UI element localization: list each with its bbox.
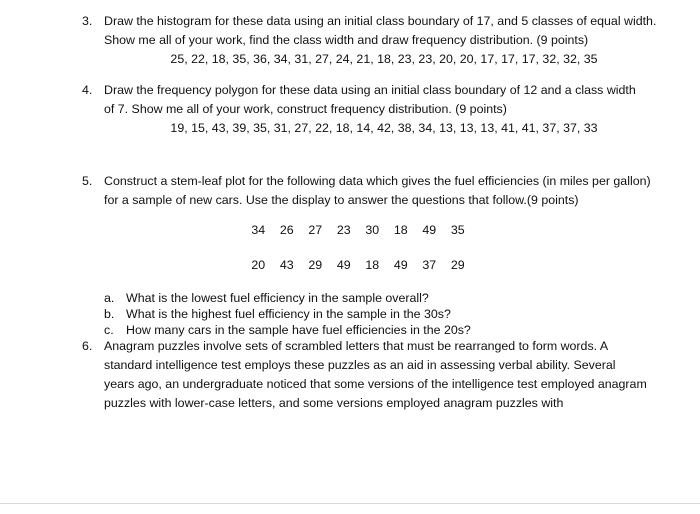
question-4-number: 4. — [82, 83, 93, 97]
fuel-value: 49 — [336, 258, 351, 272]
sub-letter: b. — [104, 307, 115, 321]
question-3-data: 25, 22, 18, 35, 36, 34, 31, 27, 24, 21, 18, 23, 23, 20, 20, 17, 17, 17, 32, 32, 35 — [170, 52, 598, 66]
fuel-value: 18 — [393, 223, 408, 237]
fuel-value: 20 — [251, 258, 266, 272]
sub-text: How many cars in the sample have fuel efficiencies in the 20s? — [126, 323, 471, 337]
fuel-value: 27 — [308, 223, 323, 237]
sub-letter: c. — [104, 323, 114, 337]
question-4-text: Draw the frequency polygon for these data using an initial class boundary of 12 and a class width of 7. Show me all of your work, construct frequency distribution. (9 points) — [104, 83, 636, 116]
fuel-value: 35 — [450, 223, 465, 237]
question-4 — [82, 81, 682, 138]
fuel-data-row-2 — [244, 257, 484, 273]
question-5-number: 5. — [82, 174, 93, 188]
question-3-text: Draw the histogram for these data using an initial class boundary of 17, and 5 classes of equal width. Show me all of your work, find the class width and draw frequency distribution. (9 points) — [104, 14, 657, 47]
question-6-number: 6. — [82, 339, 93, 353]
sub-text: What is the lowest fuel efficiency in the sample overall? — [126, 291, 429, 305]
question-3-number: 3. — [82, 14, 93, 28]
question-6-text: Anagram puzzles involve sets of scrambled letters that must be rearranged to form words. A standard intelligence test employs these puzzles as an aid in assessing verbal ability. Several years ago, an undergraduate noticed that some versions of the intelligence test employed anagram puzzles with lower-case letters, and some versions employed anagram puzzles with — [104, 339, 647, 410]
question-3 — [82, 12, 682, 69]
question-4-data: 19, 15, 43, 39, 35, 31, 27, 22, 18, 14, 42, 38, 34, 13, 13, 13, 41, 41, 37, 37, 33 — [170, 121, 598, 135]
question-5-text: Construct a stem-leaf plot for the following data which gives the fuel efficiencies (in miles per gallon) for a sample of new cars. Use the display to answer the questions that follow.(9 points) — [104, 174, 651, 207]
fuel-value: 37 — [422, 258, 437, 272]
fuel-value: 43 — [279, 258, 294, 272]
sub-text: What is the highest fuel efficiency in the sample in the 30s? — [126, 307, 451, 321]
fuel-data-row-1 — [244, 222, 484, 238]
question-5 — [82, 172, 682, 210]
fuel-value: 23 — [336, 223, 351, 237]
page-divider — [0, 503, 700, 504]
fuel-value: 29 — [450, 258, 465, 272]
fuel-value: 26 — [279, 223, 294, 237]
fuel-value: 49 — [393, 258, 408, 272]
fuel-value: 49 — [422, 223, 437, 237]
fuel-value: 30 — [365, 223, 380, 237]
sub-letter: a. — [104, 291, 115, 305]
fuel-value: 18 — [365, 258, 380, 272]
question-6 — [82, 337, 682, 413]
fuel-value: 29 — [308, 258, 323, 272]
fuel-value: 34 — [251, 223, 266, 237]
